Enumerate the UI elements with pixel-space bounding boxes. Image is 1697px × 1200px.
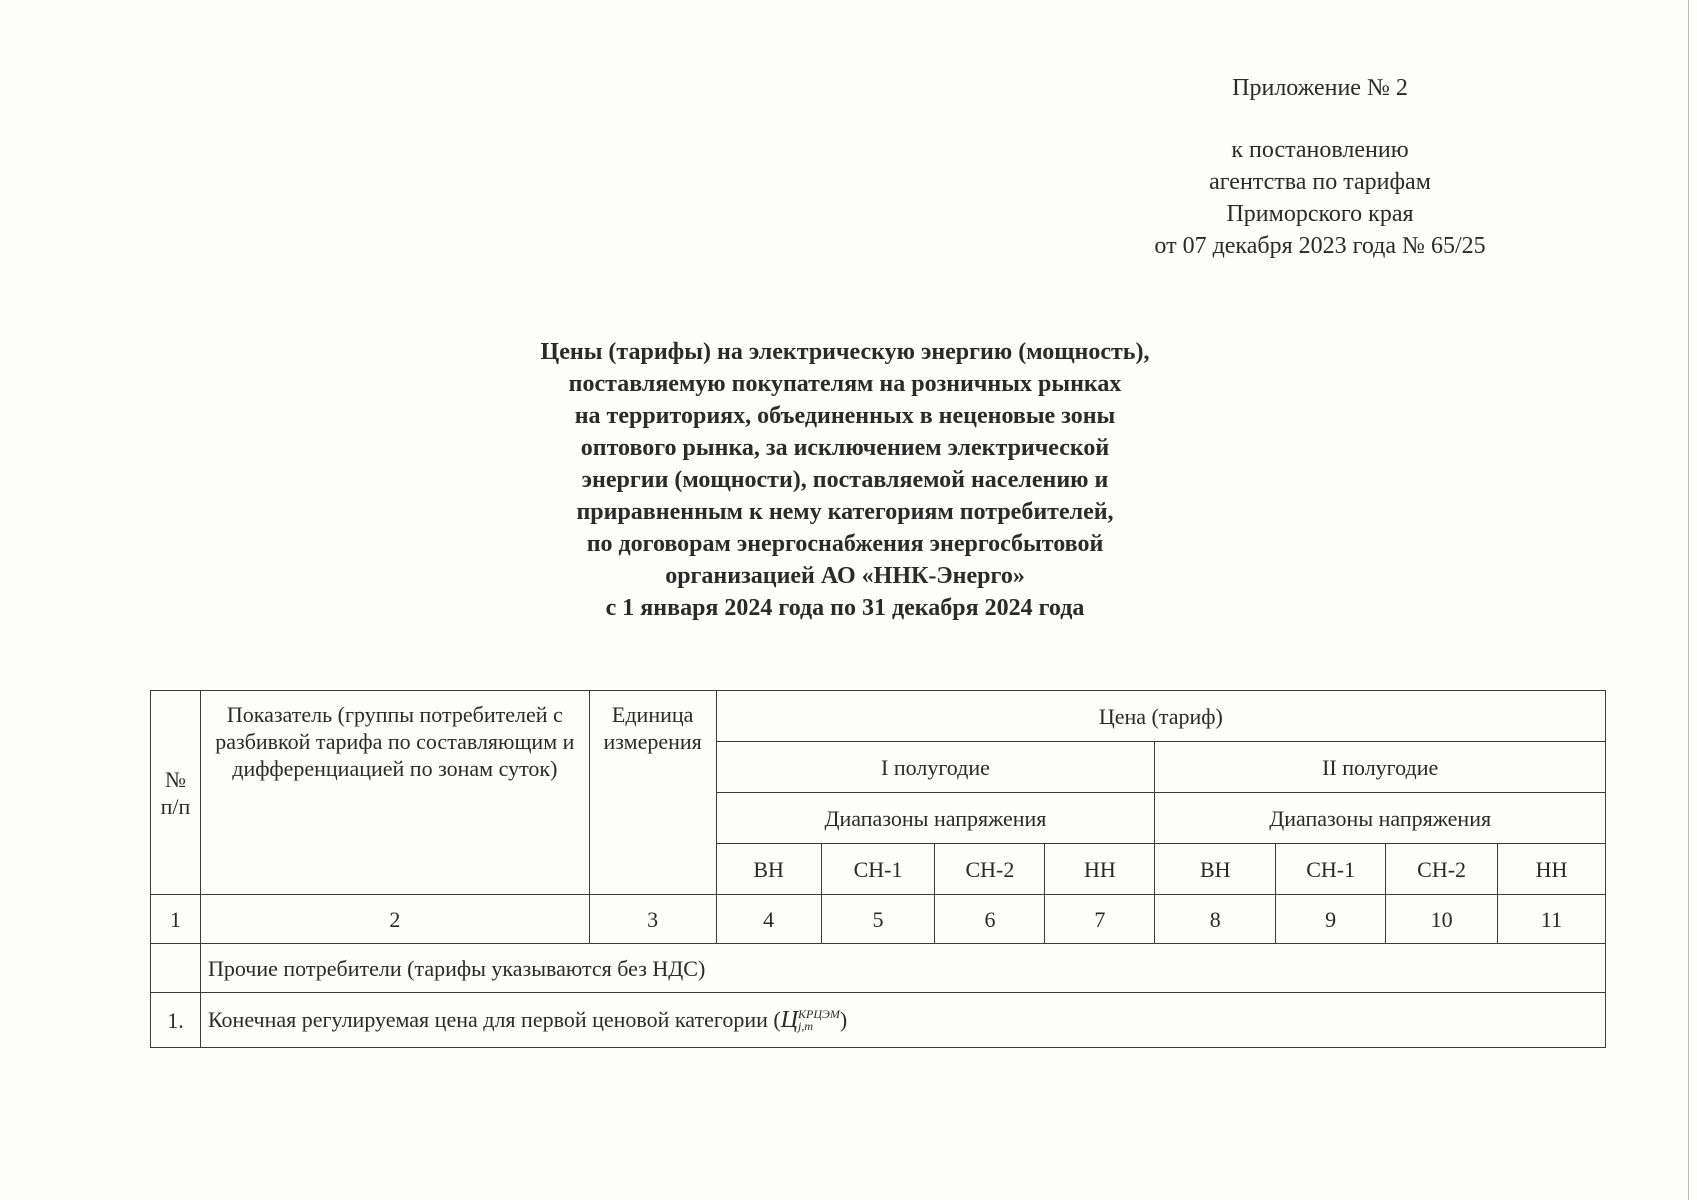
column-number: 3 bbox=[589, 895, 716, 944]
row-label-cell bbox=[200, 993, 1605, 1048]
voltage-cell: ВН bbox=[1155, 844, 1276, 895]
header-half-1: I полугодие bbox=[716, 742, 1155, 793]
column-number: 7 bbox=[1045, 895, 1155, 944]
column-number-row bbox=[151, 895, 1606, 944]
column-number: 4 bbox=[716, 895, 821, 944]
title-line-7: по договорам энергоснабжения энергосбытовой bbox=[586, 531, 1104, 557]
section-row bbox=[151, 944, 1606, 993]
header-ranges-2: Диапазоны напряжения bbox=[1155, 793, 1606, 844]
section-number-cell bbox=[151, 944, 201, 993]
title-line-8: организацией АО «ННК-Энерго» bbox=[665, 563, 1025, 589]
header-half-2: II полугодие bbox=[1155, 742, 1606, 793]
document-title bbox=[415, 336, 1275, 624]
title-line-4: оптового рынка, за исключением электрической bbox=[580, 435, 1110, 461]
column-number: 5 bbox=[821, 895, 935, 944]
column-number: 9 bbox=[1276, 895, 1386, 944]
appendix-block bbox=[1080, 72, 1560, 262]
row-number: 1. bbox=[151, 993, 201, 1048]
header-unit: Единица измерения bbox=[589, 691, 716, 895]
price-formula bbox=[781, 1007, 840, 1032]
formula-superscript: КРЦЭМ bbox=[798, 1006, 840, 1021]
voltage-cell: СН-1 bbox=[1276, 844, 1386, 895]
tariff-table bbox=[150, 690, 1606, 1048]
voltage-cell: СН-1 bbox=[821, 844, 935, 895]
title-line-5: энергии (мощности), поставляемой населению и bbox=[581, 467, 1109, 493]
voltage-cell: ВН bbox=[716, 844, 821, 895]
appendix-line-4: от 07 декабря 2023 года № 65/25 bbox=[1154, 233, 1486, 259]
title-line-9: с 1 января 2024 года по 31 декабря 2024 года bbox=[605, 595, 1085, 621]
column-number: 8 bbox=[1155, 895, 1276, 944]
column-number: 10 bbox=[1386, 895, 1498, 944]
voltage-cell: НН bbox=[1045, 844, 1155, 895]
page-edge-line bbox=[1688, 0, 1689, 1200]
appendix-number: Приложение № 2 bbox=[1232, 75, 1408, 101]
voltage-cell: СН-2 bbox=[935, 844, 1045, 895]
formula-scripts bbox=[798, 1008, 840, 1032]
column-number: 6 bbox=[935, 895, 1045, 944]
voltage-cell: НН bbox=[1498, 844, 1606, 895]
row-label-end: ) bbox=[839, 1007, 848, 1032]
title-line-1: Цены (тарифы) на электрическую энергию (мощность), bbox=[540, 339, 1150, 365]
appendix-line-2: агентства по тарифам bbox=[1209, 169, 1431, 195]
appendix-line-1: к постановлению bbox=[1231, 137, 1409, 163]
title-line-6: приравненным к нему категориям потребителей, bbox=[576, 499, 1114, 525]
column-number: 1 bbox=[151, 895, 201, 944]
title-line-3: на территориях, объединенных в неценовые зоны bbox=[574, 403, 1116, 429]
header-price: Цена (тариф) bbox=[716, 691, 1605, 742]
header-number: № п/п bbox=[151, 691, 201, 895]
section-label: Прочие потребители (тарифы указываются без НДС) bbox=[200, 944, 1605, 993]
header-row-1 bbox=[151, 691, 1606, 742]
header-indicator: Показатель (группы потребителей с разбивкой тарифа по составляющим и дифференциацией по зонам суток) bbox=[200, 691, 589, 895]
formula-symbol: Ц bbox=[780, 1007, 799, 1033]
column-number: 11 bbox=[1498, 895, 1606, 944]
row-label: Конечная регулируемая цена для первой ценовой категории ( bbox=[207, 1007, 781, 1032]
table-row bbox=[151, 993, 1606, 1048]
column-number: 2 bbox=[200, 895, 589, 944]
formula-subscript: j,m bbox=[798, 1018, 814, 1033]
title-line-2: поставляемую покупателям на розничных рынках bbox=[568, 371, 1122, 397]
header-ranges-1: Диапазоны напряжения bbox=[716, 793, 1155, 844]
appendix-line-3: Приморского края bbox=[1226, 201, 1414, 227]
voltage-cell: СН-2 bbox=[1386, 844, 1498, 895]
